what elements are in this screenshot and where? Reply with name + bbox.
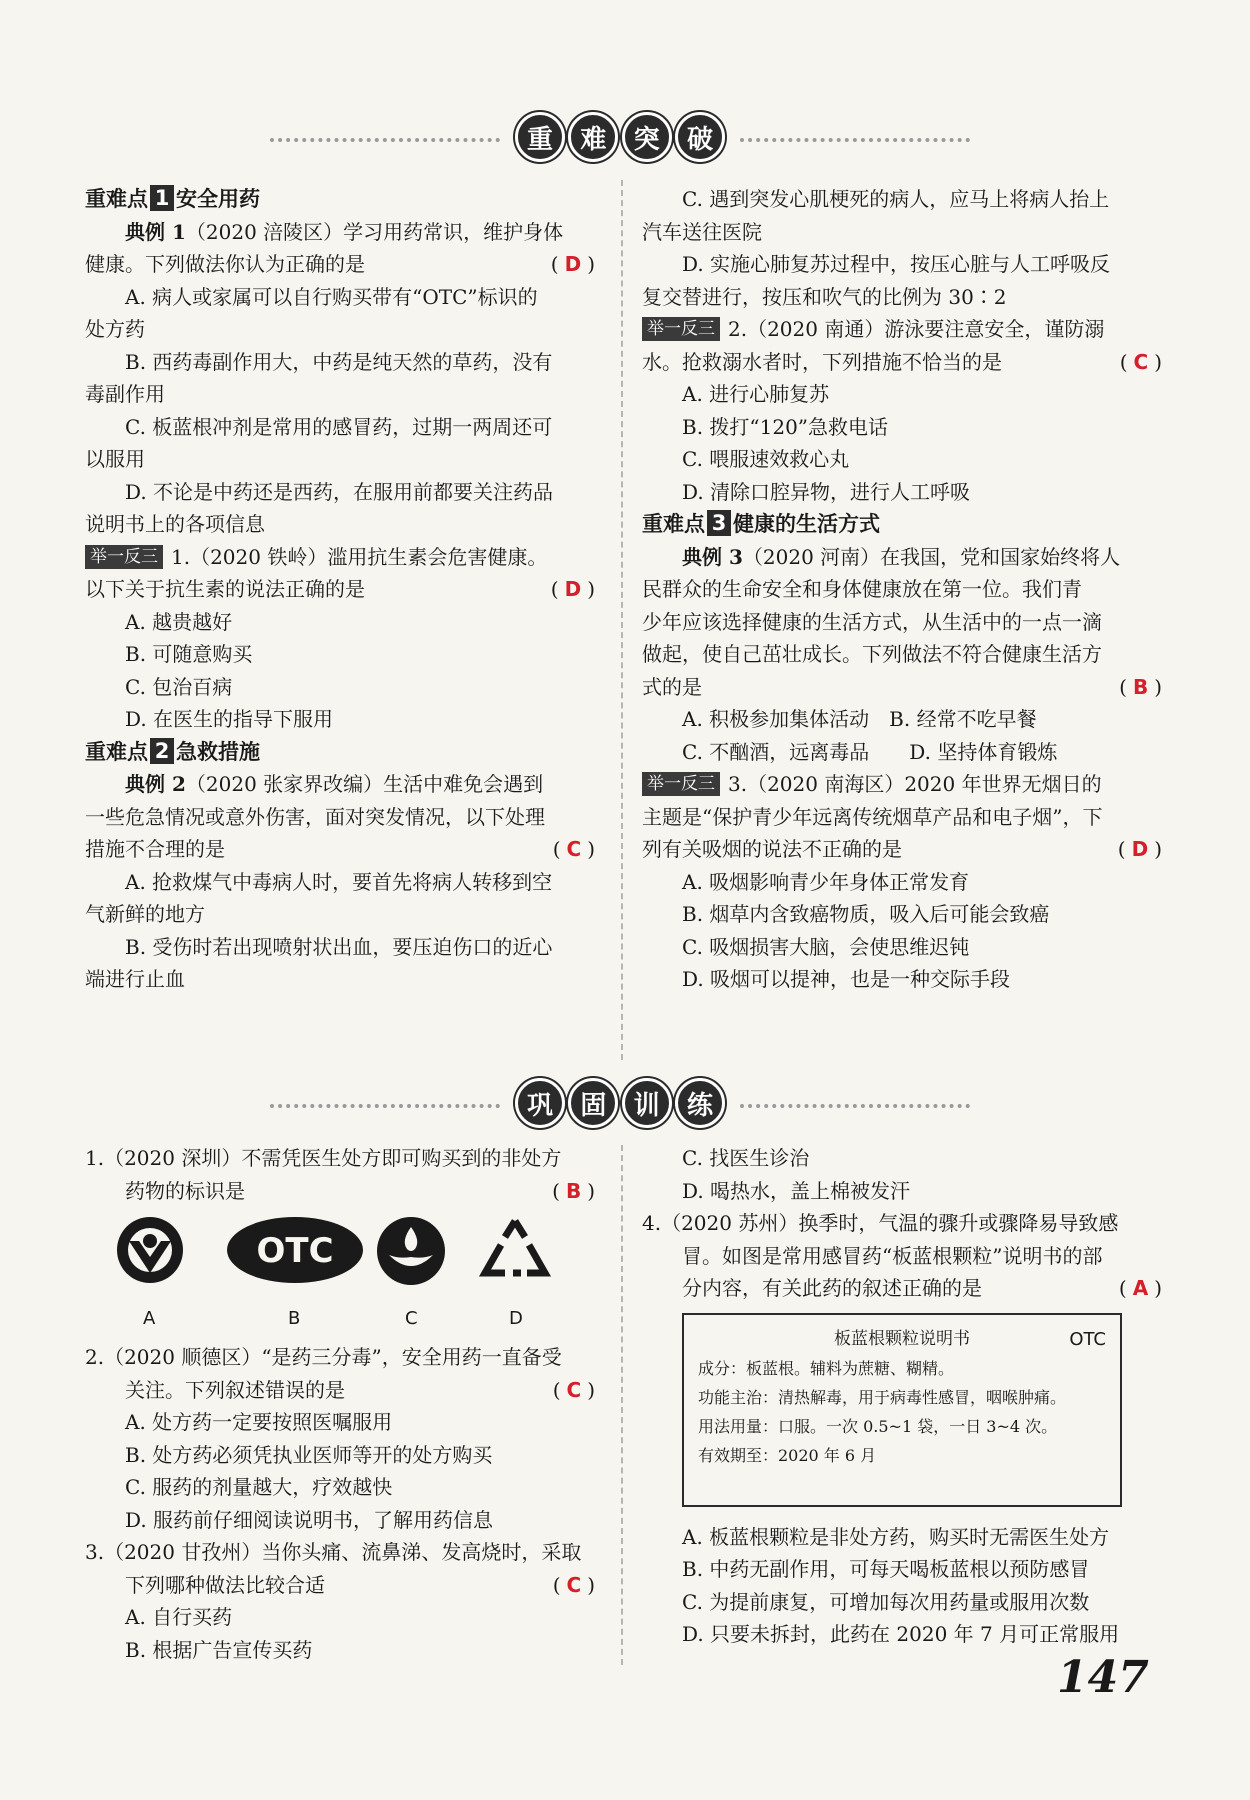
option-a: A. 吸烟影响青少年身体正常发育 — [682, 869, 970, 894]
option-d-cont: 说明书上的各项信息 — [85, 512, 265, 536]
option-d: D. 只要未拆封，此药在 2020 年 7 月可正常服用 — [682, 1622, 1120, 1646]
option-c: C. 为提前康复，可增加每次用药量或服用次数 — [682, 1589, 1090, 1614]
example-1-line — [85, 216, 595, 249]
symbol-c-icon — [375, 1215, 447, 1287]
option-b: B. 受伤时若出现喷射状出血，要压迫伤口的近心 — [125, 934, 553, 959]
example-1-line — [85, 248, 595, 281]
leaflet-ingredients: 成分：板蓝根。辅料为蔗糖、糊精。 — [698, 1358, 955, 1378]
answer-bracket: ( C ) — [552, 837, 595, 861]
example-label: 典例 2 — [125, 772, 186, 796]
question-4-line — [642, 1272, 1162, 1305]
column-divider — [621, 1145, 623, 1665]
example-3-line — [642, 671, 1162, 704]
question-4-text: 4.（2020 苏州）换季时，气温的骤升或骤降易导致感 — [642, 1211, 1119, 1235]
example-label: 典例 1 — [125, 219, 186, 244]
example-text: 少年应该选择健康的生活方式，从生活中的一点一滴 — [642, 609, 1102, 634]
practice-right-column — [642, 1142, 1162, 1651]
banner-title — [515, 112, 725, 166]
question-text: 冒。如图是常用感冒药“板蓝根颗粒”说明书的部 — [682, 1243, 1103, 1268]
key-point-number: 3 — [707, 510, 731, 536]
question-2-text: 2.（2020 顺德区）“是药三分毒”，安全用药一直备受 — [85, 1345, 562, 1369]
question-text: 下列哪种做法比较合适 — [125, 1572, 325, 1597]
recycle-symbol-icon — [477, 1215, 553, 1285]
option-a: A. 进行心肺复苏 — [682, 382, 830, 406]
practice-left-column — [85, 1142, 595, 1666]
practice-tag: 举一反三 — [642, 317, 720, 341]
option-c: C. 遇到突发心肌梗死的病人，应马上将病人抬上 — [682, 187, 1110, 211]
banner-char: 巩 — [515, 1078, 565, 1128]
practice-3-line — [642, 768, 1162, 801]
answer-letter: A — [1132, 1276, 1149, 1300]
answer-letter: D — [564, 577, 582, 601]
left-column — [85, 183, 595, 996]
practice-3-line — [642, 833, 1162, 866]
banner-char: 练 — [675, 1078, 725, 1128]
question-3-line — [85, 1569, 595, 1602]
key-point-heading — [85, 183, 595, 216]
option-d: D. 清除口腔异物，进行人工呼吸 — [682, 479, 971, 504]
option-b: B. 拨打“120”急救电话 — [682, 414, 889, 439]
example-text: 民群众的生命安全和身体健康放在第一位。我们青 — [642, 577, 1082, 601]
symbol-label: A — [143, 1308, 156, 1329]
leaflet-indications: 功能主治：清热解毒，用于病毒性感冒，咽喉肿痛。 — [698, 1387, 1067, 1407]
key-point-title: 急救措施 — [176, 739, 260, 764]
banner-char: 重 — [515, 112, 565, 162]
question-text: 1.（2020 铁岭）滥用抗生素会危害健康。 — [171, 544, 548, 569]
example-2-line — [85, 768, 595, 801]
answer-bracket: ( D ) — [1117, 837, 1162, 861]
option-a: A. 抢救煤气中毒病人时，要首先将病人转移到空 — [125, 869, 553, 894]
practice-tag: 举一反三 — [642, 772, 720, 796]
banner-title — [515, 1078, 725, 1132]
question-text: 药物的标识是 — [125, 1178, 245, 1203]
banner-dots-right — [740, 138, 970, 142]
symbol-label: C — [405, 1308, 418, 1329]
banner-char: 训 — [622, 1078, 672, 1128]
answer-letter: C — [566, 837, 582, 861]
example-text: （2020 河南）在我国，党和国家始终将人 — [742, 544, 1121, 569]
option-a: A. 自行买药 — [125, 1605, 233, 1629]
question-text: 3.（2020 南海区）2020 年世界无烟日的 — [728, 772, 1102, 796]
symbol-label: D — [509, 1308, 523, 1329]
leaflet-otc-mark: OTC — [1069, 1328, 1106, 1350]
section-banner-difficulty — [250, 112, 990, 166]
option-d: D. 在医生的指导下服用 — [125, 707, 334, 731]
example-text: 做起，使自己茁壮成长。下列做法不符合健康生活方 — [642, 642, 1102, 666]
key-point-heading — [642, 508, 1162, 541]
option-c: C. 服药的剂量越大，疗效越快 — [125, 1475, 393, 1499]
question-text: 分内容，有关此药的叙述正确的是 — [682, 1276, 982, 1300]
otc-symbol-icon — [225, 1215, 365, 1285]
answer-bracket: ( C ) — [552, 1572, 595, 1597]
option-b: B. 烟草内含致癌物质，吸入后可能会致癌 — [682, 902, 1050, 926]
column-divider — [621, 180, 623, 1060]
key-point-label: 重难点 — [85, 739, 148, 764]
banner-char: 破 — [675, 112, 725, 162]
answer-letter: D — [564, 252, 582, 276]
key-point-title: 安全用药 — [176, 187, 260, 211]
key-point-label: 重难点 — [642, 512, 705, 536]
option-b-cont: 端进行止血 — [85, 967, 185, 991]
practice-2-line — [642, 346, 1162, 379]
question-3-text: 3.（2020 甘孜州）当你头痛、流鼻涕、发高烧时，采取 — [85, 1540, 582, 1564]
option-c-cont: 以服用 — [85, 447, 145, 471]
practice-2-line — [642, 313, 1162, 346]
medicine-leaflet — [682, 1313, 1122, 1507]
section-banner-practice — [250, 1078, 990, 1132]
option-b: B. 中药无副作用，可每天喝板蓝根以预防感冒 — [682, 1557, 1090, 1581]
leaflet-dosage: 用法用量：口服。一次 0.5~1 袋，一日 3~4 次。 — [698, 1416, 1058, 1436]
banner-char: 突 — [622, 112, 672, 162]
answer-bracket: ( D ) — [550, 252, 595, 276]
option-a: A. 病人或家属可以自行购买带有“OTC”标识的 — [125, 284, 538, 309]
option-b-cont: 毒副作用 — [85, 382, 165, 406]
option-c: C. 包治百病 — [125, 674, 233, 699]
key-point-number: 1 — [150, 185, 174, 211]
practice-1-line — [85, 541, 595, 574]
key-point-heading — [85, 736, 595, 769]
question-1-text: 1.（2020 深圳）不需凭医生处方即可购买到的非处方 — [85, 1146, 562, 1170]
example-label: 典例 3 — [682, 544, 743, 569]
answer-bracket: ( B ) — [552, 1178, 595, 1203]
example-text: 措施不合理的是 — [85, 837, 225, 861]
leaflet-expiry: 有效期至：2020 年 6 月 — [698, 1445, 877, 1465]
banner-dots-right — [740, 1104, 970, 1108]
option-d: D. 吸烟可以提神，也是一种交际手段 — [682, 967, 1011, 991]
question-1-line — [85, 1175, 595, 1208]
banner-char: 难 — [568, 112, 618, 162]
question-text: 以下关于抗生素的说法正确的是 — [85, 577, 365, 601]
leaflet-title: 板蓝根颗粒说明书 — [834, 1328, 970, 1349]
answer-letter: C — [566, 1572, 582, 1597]
banner-dots-left — [270, 138, 500, 142]
answer-letter: C — [1133, 349, 1149, 374]
practice-1-line — [85, 573, 595, 606]
example-text: 一些危急情况或意外伤害，面对突发情况，以下处理 — [85, 804, 545, 829]
answer-bracket: ( A ) — [1118, 1276, 1162, 1300]
options-c-d: C. 不酗酒，远离毒品 D. 坚持体育锻炼 — [682, 739, 1058, 764]
right-column — [642, 183, 1162, 996]
example-2-line — [85, 833, 595, 866]
question-text: 主题是“保护青少年远离传统烟草产品和电子烟”，下 — [642, 804, 1103, 829]
symbol-label: B — [288, 1308, 301, 1329]
option-c: C. 板蓝根冲剂是常用的感冒药，过期一两周还可 — [125, 414, 553, 439]
option-d: D. 实施心肺复苏过程中，按压心脏与人工呼吸反 — [682, 252, 1111, 276]
option-a: A. 越贵越好 — [125, 609, 233, 634]
answer-letter: C — [566, 1377, 582, 1402]
symbol-a-icon — [115, 1215, 185, 1285]
key-point-title: 健康的生活方式 — [733, 512, 880, 536]
key-point-number: 2 — [150, 738, 174, 764]
option-a: A. 板蓝根颗粒是非处方药，购买时无需医生处方 — [682, 1524, 1110, 1549]
option-c: C. 吸烟损害大脑，会使思维迟钝 — [682, 934, 970, 959]
answer-bracket: ( C ) — [1119, 349, 1162, 374]
option-d: D. 喝热水，盖上棉被发汗 — [682, 1178, 911, 1203]
symbol-options — [85, 1215, 595, 1329]
banner-char: 固 — [568, 1078, 618, 1128]
question-text: 水。抢救溺水者时，下列措施不恰当的是 — [642, 349, 1002, 374]
option-b: B. 西药毒副作用大，中药是纯天然的草药，没有 — [125, 349, 553, 374]
banner-dots-left — [270, 1104, 500, 1108]
practice-tag: 举一反三 — [85, 545, 163, 569]
option-b: B. 处方药必须凭执业医师等开的处方购买 — [125, 1442, 493, 1467]
answer-bracket: ( D ) — [550, 577, 595, 601]
option-d: D. 服药前仔细阅读说明书，了解用药信息 — [125, 1507, 494, 1532]
question-text: 2.（2020 南通）游泳要注意安全，谨防溺 — [728, 317, 1105, 341]
option-c-cont: 汽车送往医院 — [642, 219, 762, 244]
option-b: B. 根据广告宣传买药 — [125, 1637, 313, 1662]
option-d: D. 不论是中药还是西药，在服用前都要关注药品 — [125, 479, 554, 504]
otc-symbol-text: OTC — [256, 1231, 334, 1271]
example-text: 式的是 — [642, 674, 702, 699]
answer-letter: B — [1132, 674, 1149, 699]
option-a-cont: 气新鲜的地方 — [85, 902, 205, 926]
question-text: 列有关吸烟的说法不正确的是 — [642, 837, 902, 861]
option-d-cont: 复交替进行，按压和吹气的比例为 30∶2 — [642, 284, 1007, 309]
option-a-cont: 处方药 — [85, 317, 145, 341]
option-c: C. 喂服速效救心丸 — [682, 447, 850, 471]
page-number: 147 — [1057, 1652, 1149, 1703]
answer-letter: D — [1131, 837, 1149, 861]
options-a-b: A. 积极参加集体活动 B. 经常不吃早餐 — [682, 707, 1037, 731]
option-a: A. 处方药一定要按照医嘱服用 — [125, 1410, 393, 1434]
question-text: 关注。下列叙述错误的是 — [125, 1377, 345, 1402]
answer-letter: B — [565, 1178, 582, 1203]
example-text: （2020 张家界改编）生活中难免会遇到 — [185, 772, 544, 796]
example-text: 健康。下列做法你认为正确的是 — [85, 252, 365, 276]
example-3-line — [642, 541, 1162, 574]
example-text: （2020 涪陵区）学习用药常识，维护身体 — [185, 219, 564, 244]
answer-bracket: ( B ) — [1119, 674, 1162, 699]
answer-bracket: ( C ) — [552, 1377, 595, 1402]
key-point-label: 重难点 — [85, 187, 148, 211]
question-2-line — [85, 1374, 595, 1407]
option-c: C. 找医生诊治 — [682, 1146, 810, 1170]
option-b: B. 可随意购买 — [125, 642, 253, 666]
